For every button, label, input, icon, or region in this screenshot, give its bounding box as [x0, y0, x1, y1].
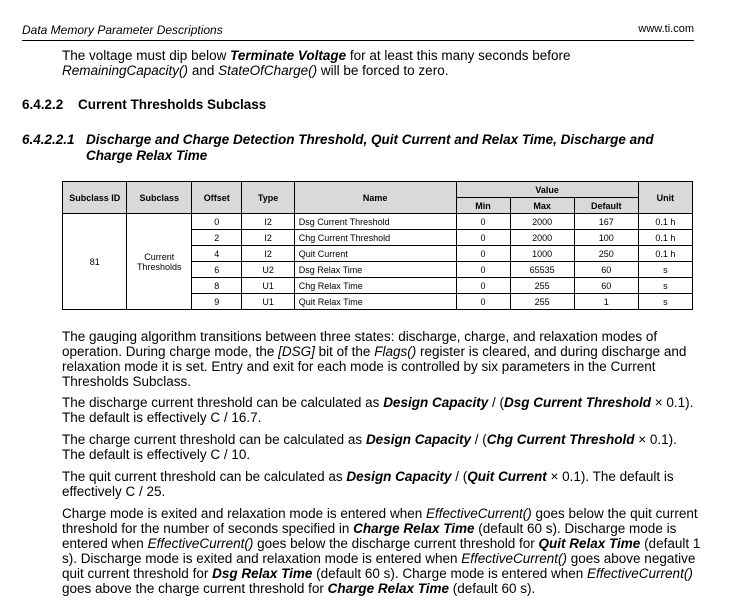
cell-min: 0 — [456, 230, 510, 246]
cell-name: Quit Current — [294, 246, 456, 262]
paragraph-text: × 0.1). — [634, 432, 677, 447]
paragraph-text: (default 60 s). Discharge mode is entered when — [62, 521, 677, 551]
cell-unit: 0.1 h — [638, 230, 692, 246]
cell-offset: 2 — [192, 230, 242, 246]
paragraph-text: (default 60 s). — [448, 581, 536, 596]
col-header-subclass-id: Subclass ID — [63, 182, 127, 214]
cell-default: 250 — [574, 246, 638, 262]
cell-type: U2 — [242, 262, 294, 278]
cell-subclass: Current Thresholds — [127, 214, 192, 310]
paragraph-text: The charge current threshold can be calculated as — [62, 432, 366, 447]
cell-unit: 0.1 h — [638, 214, 692, 230]
cell-default: 167 — [574, 214, 638, 230]
design-capacity-term: Design Capacity — [383, 395, 489, 410]
flags-register: Flags() — [374, 344, 417, 359]
table-row — [63, 214, 693, 230]
cell-type: U1 — [242, 278, 294, 294]
section-title: Current Thresholds Subclass — [78, 97, 267, 112]
cell-default: 100 — [574, 230, 638, 246]
current-thresholds-table — [62, 181, 693, 310]
cell-unit: s — [638, 278, 692, 294]
subsection-heading — [22, 132, 722, 166]
paragraph-text: The default is effectively C / 16.7. — [62, 410, 262, 425]
section-heading — [22, 97, 266, 112]
intro-text: The voltage must dip below — [62, 48, 231, 63]
paragraph-text: (default 1 s). Discharge mode is exited and relaxation mode is entered when — [62, 536, 701, 566]
cell-name: Quit Relax Time — [294, 294, 456, 310]
cell-min: 0 — [456, 278, 510, 294]
remaining-capacity-func: RemainingCapacity() — [62, 63, 189, 78]
col-header-unit: Unit — [638, 182, 692, 214]
cell-min: 0 — [456, 294, 510, 310]
intro-paragraph — [62, 48, 702, 78]
cell-type: U1 — [242, 294, 294, 310]
cell-default: 60 — [574, 262, 638, 278]
table-header-row — [63, 182, 693, 198]
page-header — [22, 22, 694, 41]
col-header-name: Name — [294, 182, 456, 214]
cell-default: 60 — [574, 278, 638, 294]
paragraph-text: The quit current threshold can be calculated as — [62, 469, 347, 484]
effective-current-func: EffectiveCurrent() — [147, 536, 254, 551]
cell-max: 65535 — [510, 262, 574, 278]
paragraph-gauging-states — [62, 329, 702, 389]
subsection-title: Discharge and Charge Detection Threshold, Quit Current and Relax Time, Discharge and Charge Relax Time — [86, 132, 654, 163]
cell-name: Chg Current Threshold — [294, 230, 456, 246]
cell-type: I2 — [242, 230, 294, 246]
design-capacity-term: Design Capacity — [346, 469, 452, 484]
dsg-relax-time-term: Dsg Relax Time — [212, 566, 313, 581]
paragraph-text: The discharge current threshold can be calculated as — [62, 395, 384, 410]
cell-max: 255 — [510, 278, 574, 294]
dsg-bit: [DSG] — [278, 344, 315, 359]
cell-offset: 9 — [192, 294, 242, 310]
charge-relax-time-term: Charge Relax Time — [353, 521, 475, 536]
paragraph-text: × 0.1). The default is effectively C / 25. — [62, 469, 674, 499]
paragraph-text: The default is effectively C / 10. — [62, 447, 251, 462]
design-capacity-term: Design Capacity — [365, 432, 471, 447]
cell-unit: s — [638, 262, 692, 278]
cell-offset: 6 — [192, 262, 242, 278]
effective-current-func: EffectiveCurrent() — [425, 506, 532, 521]
intro-text: will be forced to zero. — [317, 63, 449, 78]
cell-name: Dsg Relax Time — [294, 262, 456, 278]
cell-max: 1000 — [510, 246, 574, 262]
paragraph-text: goes above negative quit current threshold for — [62, 551, 696, 581]
cell-offset: 0 — [192, 214, 242, 230]
col-header-max: Max — [510, 198, 574, 214]
cell-name: Chg Relax Time — [294, 278, 456, 294]
intro-text: for at least this many seconds before — [346, 48, 571, 63]
paragraph-mode-transitions — [62, 506, 702, 596]
state-of-charge-func: StateOfCharge() — [218, 63, 318, 78]
terminate-voltage-term: Terminate Voltage — [230, 48, 347, 63]
cell-default: 1 — [574, 294, 638, 310]
paragraph-text: / ( — [451, 469, 468, 484]
paragraph-charge-threshold — [62, 432, 702, 462]
quit-relax-time-term: Quit Relax Time — [538, 536, 641, 551]
paragraph-text: goes below the quit current threshold for the number of seconds specified in — [62, 506, 698, 536]
paragraph-text: / ( — [488, 395, 504, 410]
cell-name: Dsg Current Threshold — [294, 214, 456, 230]
paragraph-text: × 0.1). — [651, 395, 694, 410]
cell-max: 255 — [510, 294, 574, 310]
paragraph-text: Charge mode is exited and relaxation mode is entered when — [62, 506, 426, 521]
effective-current-func: EffectiveCurrent() — [461, 551, 567, 566]
col-header-type: Type — [242, 182, 294, 214]
paragraph-text: goes below the discharge current threshold for — [253, 536, 539, 551]
col-header-offset: Offset — [192, 182, 242, 214]
cell-min: 0 — [456, 214, 510, 230]
paragraph-text: register is cleared, and during discharge and relaxation mode it is set. Entry and exit for each mode is controlled by six parameters in the Current Thresholds Subclass. — [62, 344, 687, 389]
cell-subclass-id: 81 — [63, 214, 127, 310]
paragraph-quit-threshold — [62, 469, 702, 499]
col-header-default: Default — [574, 198, 638, 214]
cell-min: 0 — [456, 246, 510, 262]
section-number: 6.4.2.2 — [22, 97, 64, 112]
cell-min: 0 — [456, 262, 510, 278]
intro-text: and — [188, 63, 219, 78]
col-header-value: Value — [456, 182, 638, 198]
col-header-subclass: Subclass — [127, 182, 192, 214]
paragraph-discharge-threshold — [62, 395, 702, 425]
cell-type: I2 — [242, 214, 294, 230]
dsg-current-threshold-term: Dsg Current Threshold — [503, 395, 651, 410]
header-website-link[interactable]: www.ti.com — [638, 23, 694, 35]
cell-type: I2 — [242, 246, 294, 262]
paragraph-text: (default 60 s). Charge mode is entered when — [312, 566, 588, 581]
cell-offset: 8 — [192, 278, 242, 294]
charge-relax-time-term: Charge Relax Time — [327, 581, 449, 596]
cell-max: 2000 — [510, 214, 574, 230]
cell-offset: 4 — [192, 246, 242, 262]
paragraph-text: The gauging algorithm transitions between three states: discharge, charge, and relaxation modes of operation. During charge mode, the — [62, 329, 658, 359]
col-header-min: Min — [456, 198, 510, 214]
paragraph-text: goes above the charge current threshold for — [62, 581, 328, 596]
effective-current-func: EffectiveCurrent() — [587, 566, 693, 581]
subsection-number: 6.4.2.2.1 — [22, 132, 75, 147]
chg-current-threshold-term: Chg Current Threshold — [486, 432, 635, 447]
cell-max: 2000 — [510, 230, 574, 246]
quit-current-term: Quit Current — [467, 469, 547, 484]
paragraph-text: / ( — [470, 432, 487, 447]
header-section-title: Data Memory Parameter Descriptions — [22, 23, 223, 37]
cell-unit: s — [638, 294, 692, 310]
paragraph-text: bit of the — [314, 344, 375, 359]
cell-unit: 0.1 h — [638, 246, 692, 262]
